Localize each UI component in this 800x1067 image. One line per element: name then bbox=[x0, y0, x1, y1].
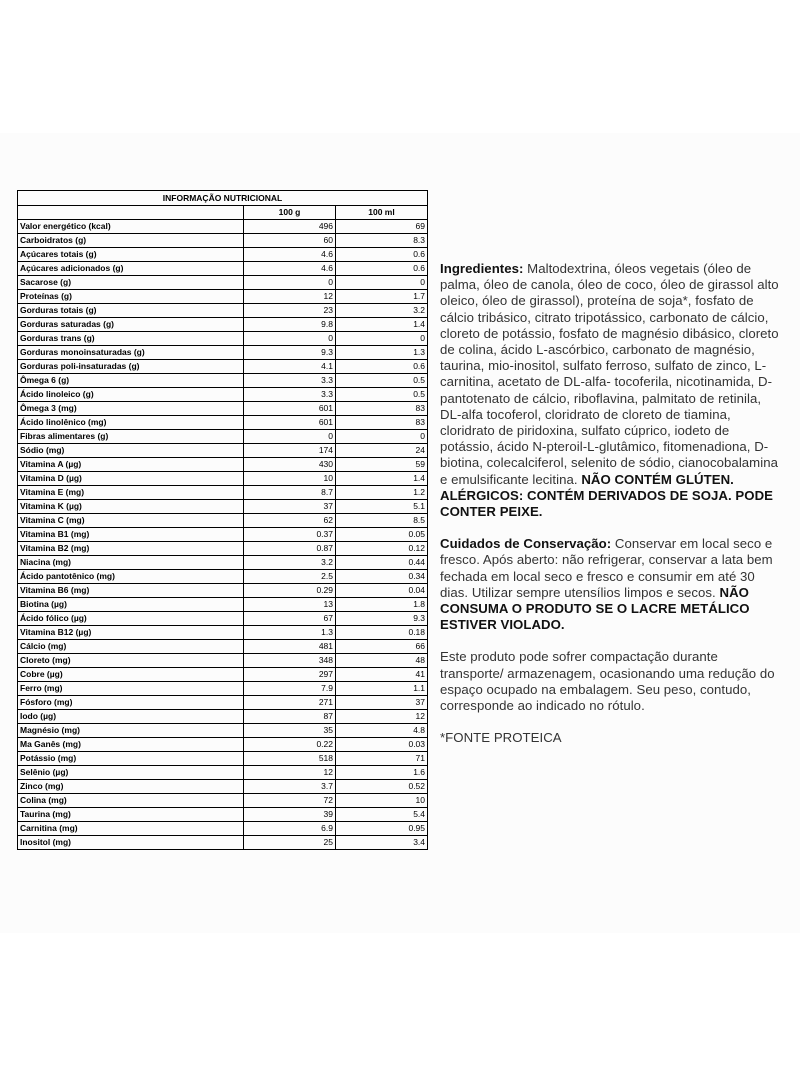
value-100ml: 1.4 bbox=[336, 472, 428, 486]
table-row bbox=[18, 654, 428, 668]
value-100ml: 0.03 bbox=[336, 738, 428, 752]
value-100ml: 1.3 bbox=[336, 346, 428, 360]
table-row bbox=[18, 514, 428, 528]
nutrient-name: Açúcares adicionados (g) bbox=[18, 262, 244, 276]
value-100g: 35 bbox=[244, 724, 336, 738]
value-100g: 297 bbox=[244, 668, 336, 682]
nutrient-name: Cobre (µg) bbox=[18, 668, 244, 682]
value-100ml: 24 bbox=[336, 444, 428, 458]
value-100g: 0 bbox=[244, 430, 336, 444]
value-100g: 12 bbox=[244, 766, 336, 780]
product-info bbox=[440, 261, 784, 762]
value-100ml: 0.05 bbox=[336, 528, 428, 542]
table-row bbox=[18, 346, 428, 360]
nutrition-table bbox=[17, 190, 428, 850]
value-100g: 0.37 bbox=[244, 528, 336, 542]
header-blank bbox=[18, 206, 244, 220]
table-row bbox=[18, 528, 428, 542]
nutrient-name: Sacarose (g) bbox=[18, 276, 244, 290]
value-100ml: 0.52 bbox=[336, 780, 428, 794]
table-row bbox=[18, 248, 428, 262]
nutrient-name: Vitamina B6 (mg) bbox=[18, 584, 244, 598]
value-100g: 4.6 bbox=[244, 262, 336, 276]
table-row bbox=[18, 696, 428, 710]
value-100g: 601 bbox=[244, 402, 336, 416]
value-100g: 348 bbox=[244, 654, 336, 668]
ingredients-label: Ingredientes: bbox=[440, 261, 524, 276]
value-100ml: 37 bbox=[336, 696, 428, 710]
nutrient-name: Ômega 6 (g) bbox=[18, 374, 244, 388]
value-100ml: 0.6 bbox=[336, 360, 428, 374]
value-100g: 10 bbox=[244, 472, 336, 486]
nutrient-name: Cloreto (mg) bbox=[18, 654, 244, 668]
table-row bbox=[18, 766, 428, 780]
nutrient-name: Gorduras monoinsaturadas (g) bbox=[18, 346, 244, 360]
table-row bbox=[18, 626, 428, 640]
nutrient-name: Vitamina B2 (mg) bbox=[18, 542, 244, 556]
table-title: INFORMAÇÃO NUTRICIONAL bbox=[18, 191, 428, 206]
table-row bbox=[18, 570, 428, 584]
value-100ml: 4.8 bbox=[336, 724, 428, 738]
value-100ml: 83 bbox=[336, 402, 428, 416]
value-100g: 481 bbox=[244, 640, 336, 654]
value-100g: 3.2 bbox=[244, 556, 336, 570]
nutrient-name: Vitamina C (mg) bbox=[18, 514, 244, 528]
value-100ml: 0.6 bbox=[336, 248, 428, 262]
value-100ml: 1.6 bbox=[336, 766, 428, 780]
value-100g: 60 bbox=[244, 234, 336, 248]
value-100ml: 9.3 bbox=[336, 612, 428, 626]
table-row bbox=[18, 598, 428, 612]
nutrient-name: Ácido pantotênico (mg) bbox=[18, 570, 244, 584]
table-row bbox=[18, 430, 428, 444]
value-100g: 87 bbox=[244, 710, 336, 724]
value-100ml: 0.5 bbox=[336, 374, 428, 388]
nutrient-name: Gorduras trans (g) bbox=[18, 332, 244, 346]
nutrient-name: Potássio (mg) bbox=[18, 752, 244, 766]
table-row bbox=[18, 262, 428, 276]
table-row bbox=[18, 724, 428, 738]
value-100g: 9.3 bbox=[244, 346, 336, 360]
table-row bbox=[18, 542, 428, 556]
value-100ml: 1.7 bbox=[336, 290, 428, 304]
table-row bbox=[18, 290, 428, 304]
value-100g: 3.3 bbox=[244, 388, 336, 402]
seal-warning: NÃO CONSUMA O PRODUTO SE O LACRE METÁLICO ESTIVER VIOLADO. bbox=[440, 584, 750, 633]
value-100g: 3.7 bbox=[244, 780, 336, 794]
value-100g: 72 bbox=[244, 794, 336, 808]
table-row bbox=[18, 304, 428, 318]
value-100ml: 0 bbox=[336, 276, 428, 290]
table-header-row bbox=[18, 206, 428, 220]
value-100g: 6.9 bbox=[244, 822, 336, 836]
table-row bbox=[18, 780, 428, 794]
value-100g: 0 bbox=[244, 276, 336, 290]
header-100g: 100 g bbox=[244, 206, 336, 220]
nutrient-name: Vitamina K (µg) bbox=[18, 500, 244, 514]
nutrient-name: Ma Ganês (mg) bbox=[18, 738, 244, 752]
value-100g: 4.6 bbox=[244, 248, 336, 262]
nutrient-name: Fibras alimentares (g) bbox=[18, 430, 244, 444]
table-row bbox=[18, 234, 428, 248]
value-100ml: 0.18 bbox=[336, 626, 428, 640]
table-row bbox=[18, 458, 428, 472]
nutrient-name: Valor energético (kcal) bbox=[18, 220, 244, 234]
nutrient-name: Vitamina A (µg) bbox=[18, 458, 244, 472]
table-row bbox=[18, 808, 428, 822]
value-100ml: 1.2 bbox=[336, 486, 428, 500]
value-100ml: 41 bbox=[336, 668, 428, 682]
value-100ml: 0 bbox=[336, 332, 428, 346]
nutrient-name: Vitamina B1 (mg) bbox=[18, 528, 244, 542]
value-100ml: 0 bbox=[336, 430, 428, 444]
storage-text: Conservar em local seco e fresco. Após aberto: não refrigerar, conservar a lata bem fechada em local seco e fresco e consumir em até 30 dias. Utilizar sempre utensílios limpos e secos. bbox=[440, 536, 773, 600]
value-100ml: 0.5 bbox=[336, 388, 428, 402]
value-100g: 9.8 bbox=[244, 318, 336, 332]
table-row bbox=[18, 752, 428, 766]
value-100g: 174 bbox=[244, 444, 336, 458]
value-100ml: 83 bbox=[336, 416, 428, 430]
table-title-row bbox=[18, 191, 428, 206]
table-row bbox=[18, 360, 428, 374]
value-100ml: 59 bbox=[336, 458, 428, 472]
value-100ml: 5.1 bbox=[336, 500, 428, 514]
value-100ml: 0.44 bbox=[336, 556, 428, 570]
nutrient-name: Magnésio (mg) bbox=[18, 724, 244, 738]
nutrient-name: Açúcares totais (g) bbox=[18, 248, 244, 262]
value-100ml: 1.1 bbox=[336, 682, 428, 696]
value-100ml: 48 bbox=[336, 654, 428, 668]
value-100g: 62 bbox=[244, 514, 336, 528]
header-100ml: 100 ml bbox=[336, 206, 428, 220]
value-100ml: 0.34 bbox=[336, 570, 428, 584]
value-100ml: 1.4 bbox=[336, 318, 428, 332]
table-row bbox=[18, 486, 428, 500]
nutrient-name: Vitamina E (mg) bbox=[18, 486, 244, 500]
nutrient-name: Iodo (µg) bbox=[18, 710, 244, 724]
nutrient-name: Proteínas (g) bbox=[18, 290, 244, 304]
nutrient-name: Vitamina D (µg) bbox=[18, 472, 244, 486]
nutrient-name: Biotina (µg) bbox=[18, 598, 244, 612]
value-100g: 37 bbox=[244, 500, 336, 514]
nutrient-name: Gorduras saturadas (g) bbox=[18, 318, 244, 332]
value-100g: 3.3 bbox=[244, 374, 336, 388]
storage-label: Cuidados de Conservação: bbox=[440, 536, 612, 552]
storage-paragraph bbox=[440, 536, 784, 633]
value-100g: 23 bbox=[244, 304, 336, 318]
value-100ml: 1.8 bbox=[336, 598, 428, 612]
value-100g: 8.7 bbox=[244, 486, 336, 500]
value-100ml: 0.12 bbox=[336, 542, 428, 556]
ingredients-text: Maltodextrina, óleos vegetais (óleo de palma, óleo de canola, óleo de coco, óleo de girassol alto oleico, óleo de girassol), proteína de soja*, fosfato de cálcio tribásico, citrato tripotássico, carbonato de cálcio, cloreto de potássio, fosfato de magnésio dibásico, cloreto de colina, ácido L-ascórbico, carbonato de magnésio, taurina, mio-inositol, sulfato ferroso, sulfato de zinco, L-carnitina, acetato de DL-alfa- tocoferila, nicotinamida, D-pantotenato de cálcio, riboflavina, palmitato de retinila, DL-alfa tocoferol, cloridrato de cloreto de tiamina, cloridrato de piridoxina, sulfato cúprico, iodeto de potássio, ácido N-pteroil-L-glutâmico, fitomenadiona, D-biotina, colecalciferol, selenito de sódio, cianocobalamina e emulsificante lecitina. bbox=[440, 261, 779, 487]
nutrient-name: Colina (mg) bbox=[18, 794, 244, 808]
nutrient-name: Taurina (mg) bbox=[18, 808, 244, 822]
nutrient-name: Niacina (mg) bbox=[18, 556, 244, 570]
nutrient-name: Carnitina (mg) bbox=[18, 822, 244, 836]
nutrient-name: Gorduras poli-insaturadas (g) bbox=[18, 360, 244, 374]
nutrient-name: Ácido fólico (µg) bbox=[18, 612, 244, 626]
table-row bbox=[18, 612, 428, 626]
nutrient-name: Vitamina B12 (µg) bbox=[18, 626, 244, 640]
value-100ml: 5.4 bbox=[336, 808, 428, 822]
table-row bbox=[18, 556, 428, 570]
value-100g: 496 bbox=[244, 220, 336, 234]
table-row bbox=[18, 822, 428, 836]
nutrient-name: Zinco (mg) bbox=[18, 780, 244, 794]
value-100ml: 0.6 bbox=[336, 262, 428, 276]
value-100ml: 69 bbox=[336, 220, 428, 234]
table-row bbox=[18, 318, 428, 332]
compaction-note: Este produto pode sofrer compactação durante transporte/ armazenagem, ocasionando uma redução do espaço ocupado na embalagem. Seu peso, contudo, corresponde ao indicado no rótulo. bbox=[440, 649, 775, 714]
value-100g: 7.9 bbox=[244, 682, 336, 696]
table-row bbox=[18, 472, 428, 486]
value-100g: 271 bbox=[244, 696, 336, 710]
table-row bbox=[18, 402, 428, 416]
value-100g: 13 bbox=[244, 598, 336, 612]
gluten-warning: NÃO CONTÉM GLÚTEN. bbox=[581, 471, 734, 487]
allergen-warning: ALÉRGICOS: CONTÉM DERIVADOS DE SOJA. PODE CONTER PEIXE. bbox=[440, 487, 773, 520]
value-100g: 4.1 bbox=[244, 360, 336, 374]
nutrient-name: Gorduras totais (g) bbox=[18, 304, 244, 318]
value-100g: 25 bbox=[244, 836, 336, 850]
nutrient-name: Inositol (mg) bbox=[18, 836, 244, 850]
nutrient-name: Fósforo (mg) bbox=[18, 696, 244, 710]
nutrient-name: Ácido linolênico (mg) bbox=[18, 416, 244, 430]
nutrient-name: Ácido linoleico (g) bbox=[18, 388, 244, 402]
table-row bbox=[18, 710, 428, 724]
value-100g: 430 bbox=[244, 458, 336, 472]
value-100ml: 0.04 bbox=[336, 584, 428, 598]
value-100ml: 8.5 bbox=[336, 514, 428, 528]
ingredients-paragraph bbox=[440, 261, 784, 520]
value-100g: 1.3 bbox=[244, 626, 336, 640]
table-row bbox=[18, 794, 428, 808]
table-row bbox=[18, 500, 428, 514]
table-row bbox=[18, 444, 428, 458]
protein-footnote: *FONTE PROTEICA bbox=[440, 730, 562, 746]
table-row bbox=[18, 836, 428, 850]
nutrient-name: Carboidratos (g) bbox=[18, 234, 244, 248]
nutrient-name: Cálcio (mg) bbox=[18, 640, 244, 654]
table-row bbox=[18, 374, 428, 388]
value-100ml: 71 bbox=[336, 752, 428, 766]
value-100g: 0.22 bbox=[244, 738, 336, 752]
nutrient-name: Selênio (µg) bbox=[18, 766, 244, 780]
value-100g: 0.29 bbox=[244, 584, 336, 598]
table-row bbox=[18, 416, 428, 430]
table-row bbox=[18, 388, 428, 402]
value-100g: 39 bbox=[244, 808, 336, 822]
value-100g: 0 bbox=[244, 332, 336, 346]
value-100ml: 12 bbox=[336, 710, 428, 724]
value-100ml: 66 bbox=[336, 640, 428, 654]
nutrient-name: Ferro (mg) bbox=[18, 682, 244, 696]
table-row bbox=[18, 584, 428, 598]
value-100ml: 8.3 bbox=[336, 234, 428, 248]
value-100g: 0.87 bbox=[244, 542, 336, 556]
table-row bbox=[18, 640, 428, 654]
value-100g: 12 bbox=[244, 290, 336, 304]
table-row bbox=[18, 668, 428, 682]
nutrient-name: Ômega 3 (mg) bbox=[18, 402, 244, 416]
value-100g: 67 bbox=[244, 612, 336, 626]
table-row bbox=[18, 738, 428, 752]
value-100ml: 10 bbox=[336, 794, 428, 808]
table-row bbox=[18, 276, 428, 290]
value-100g: 601 bbox=[244, 416, 336, 430]
table-row bbox=[18, 682, 428, 696]
value-100g: 2.5 bbox=[244, 570, 336, 584]
table-row bbox=[18, 220, 428, 234]
value-100g: 518 bbox=[244, 752, 336, 766]
value-100ml: 3.2 bbox=[336, 304, 428, 318]
value-100ml: 3.4 bbox=[336, 836, 428, 850]
value-100ml: 0.95 bbox=[336, 822, 428, 836]
nutrient-name: Sódio (mg) bbox=[18, 444, 244, 458]
table-row bbox=[18, 332, 428, 346]
